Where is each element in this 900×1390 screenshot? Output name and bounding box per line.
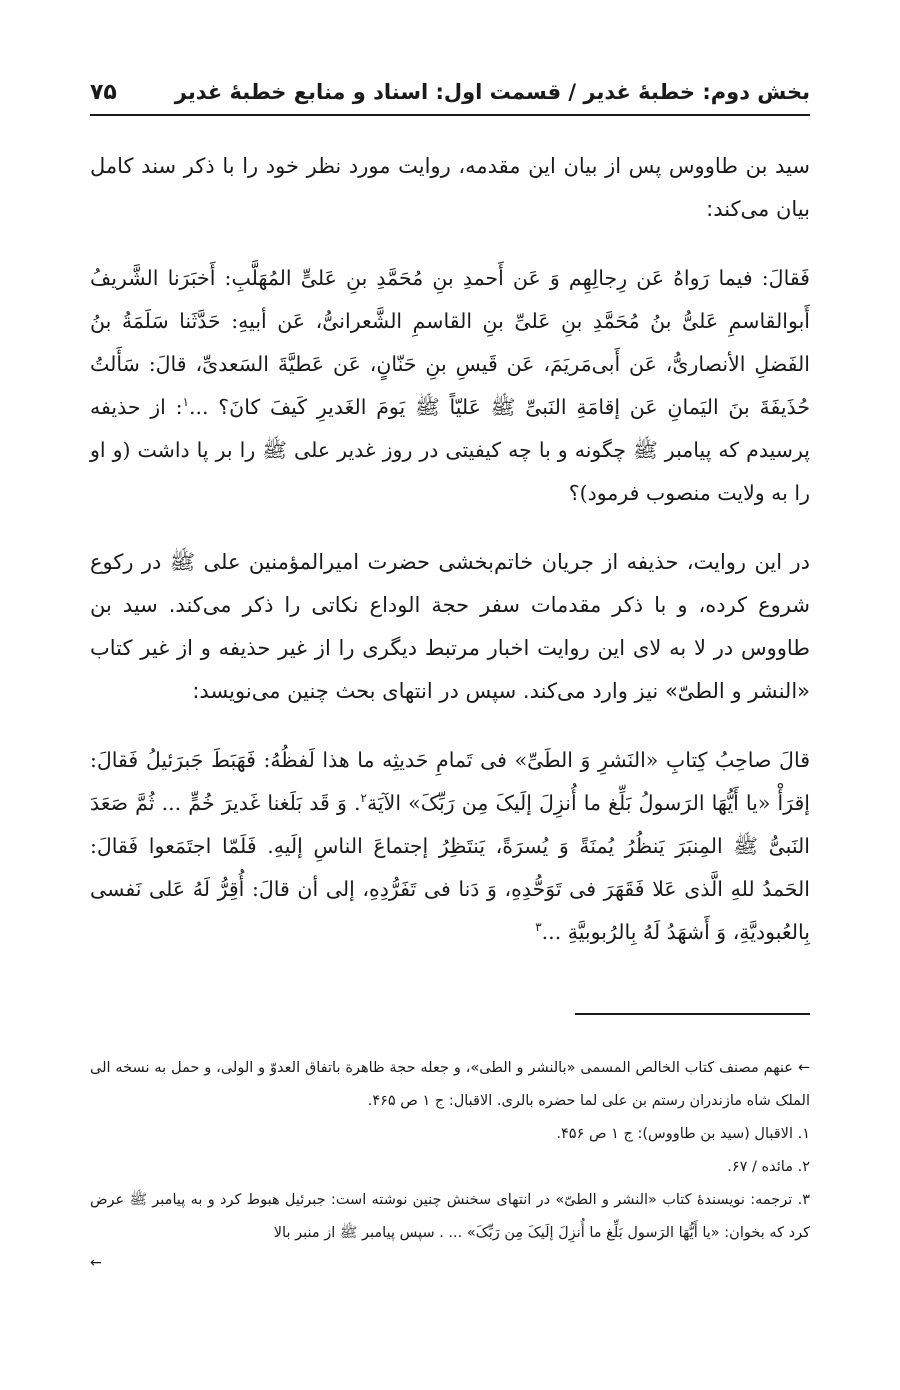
- page-header: [90, 70, 810, 116]
- footnote-1: ۱. الاقبال (سید بن طاووس): ج ۱ ص ۴۵۶.: [556, 1126, 810, 1142]
- footnote-continuation: ← عنهم مصنف کتاب الخالص المسمی «بالنشر و الطی»، و جعله حجة ظاهرة باتفاق العدوّ و الولی، و حمل به نسخه الی الملک شاه مازندران رستم بن علی لما حضره بالری. الاقبال: ج ۱ ص ۴۶۵.: [90, 1060, 810, 1109]
- paragraph-intro: سید بن طاووس پس از بیان این مقدمه، روایت مورد نظر خود را با ذکر سند کامل بیان می‌کند:: [90, 154, 810, 221]
- footnote-separator: [575, 1013, 810, 1015]
- continued-arrow-icon: ←: [90, 1255, 102, 1271]
- paragraph-hadith-chain: [90, 257, 810, 515]
- hadith-persian-translation: : از حذیفه پرسیدم که پیامبر ﷺ چگونه و با چه کیفیتی در روز غدیر علی ﷺ را بر پا داشت (و او را به ولایت منصوب فرمود)؟: [90, 395, 810, 505]
- page-number: ۷۵: [90, 79, 117, 105]
- sermon-text-part-2: . وَ قَد بَلَغنا غَدیرَ خُمٍّ ... ثُمَّ صَعَدَ النَبیُّ ﷺ المِنبَرَ یَنظُرُ یُمنَةً وَ یُسرَةً، یَنتَظِرُ إجتماعَ الناسِ إلَیهِ. فَلَمّا اجتَمَعوا فَقالَ: الحَمدُ للهِ الَّذی عَلا فَقَهَرَ فی تَوَحُّدِهِ، وَ دَنا فی تَفَرُّدِهِ، إلی أن قالَ: أُقِرُّ لَهُ عَلی نَفسی بِالعُبودیَّةِ، وَ أَشهَدُ لَهُ بِالرُبوبیَّةِ ...: [90, 791, 810, 944]
- paragraph-sermon-quote: [90, 739, 810, 954]
- paragraph-narration: در این روایت، حذیفه از جریان خاتم‌بخشی حضرت امیرالمؤمنین علی ﷺ در رکوع شروع کرده، و با ذکر مقدمات سفر حجة الوداع نکاتی را ذکر می‌کند. سید بن طاووس در لا به لای این روایت اخبار مرتبط دیگری را از غیر حذیفه و از غیر کتاب «النشر و الطیّ» نیز وارد می‌کند. سپس در انتهای بحث چنین می‌نویسد:: [90, 550, 810, 703]
- footnote-3: ۳. ترجمه: نویسندهٔ کتاب «النشر و الطیّ» در انتهای سخنش چنین نوشته است: جبرئیل هبوط کرد و به پیامبر ﷺ عرض کرد که بخوان: «یا أَیُّهَا الرَسول بَلِّغ ما أُنزِلَ إلَیکَ مِن رَبِّکَ» ... . سپس پیامبر ﷺ از منبر بالا: [90, 1192, 810, 1241]
- footnote-2: ۲. مائده / ۶۷.: [727, 1159, 810, 1175]
- footnote-ref-1: ۱: [182, 395, 189, 410]
- hadith-arabic-text: فَقالَ: فیما رَواهُ عَن رِجالِهِم وَ عَن أَحمدِ بنِ مُحَمَّدِ بنِ عَلیٍّ المُهَلَّبِ: أَخبَرَنا الشَّریفُ أَبوالقاسمِ عَلیُّ بنُ مُحَمَّدِ بنِ عَلیِّ بنِ القاسمِ الشَّعرانیُّ، عَن أبیهِ: حَدَّثَنا سَلَمَةُ بنُ الفَضلِ الأنصاریُّ، عَن أَبی‌مَریَمَ، عَن قَیسِ بنِ حَنّانٍ، عَن عَطیَّةَ السَعدیِّ، قالَ: سَأَلتُ حُذَیفَةَ بنَ الیَمانِ عَن إقامَةِ النَبیِّ ﷺ عَلیّاً ﷺ یَومَ الغَدیرِ کَیفَ کانَ؟ ...: [90, 266, 810, 419]
- footnote-ref-2: ۲: [360, 791, 367, 806]
- main-text: [90, 145, 810, 980]
- footnotes: [90, 1052, 810, 1276]
- footnote-ref-3: ۳: [535, 920, 542, 935]
- sermon-text-part-1: قالَ صاحِبُ کِتابِ «النَشرِ وَ الطَیِّ» فی تَمامِ حَدیثِه ما هذا لَفظُهُ: فَهَبَطَ جَبرَئیلُ فَقالَ: إقرَأْ «یا أَیُّهَا الرَسولُ بَلِّغ ما أُنزِلَ إلَیکَ مِن رَبِّکَ» الآیَة: [90, 748, 810, 815]
- running-title: بخش دوم: خطبهٔ غدیر / قسمت اول: اسناد و منابع خطبهٔ غدیر: [174, 80, 810, 104]
